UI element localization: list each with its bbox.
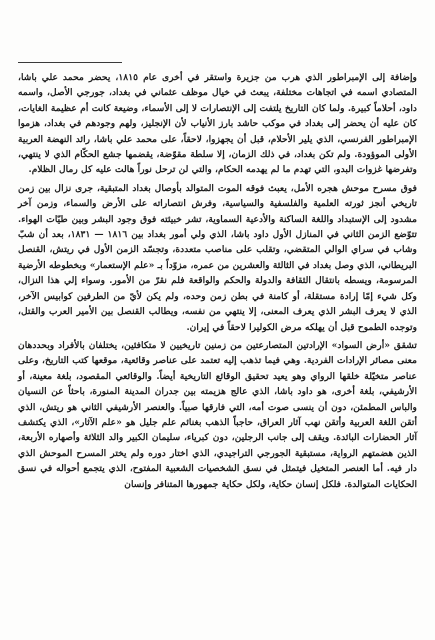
paragraph-2: فوق مسرح موحش هجره الأمل، يعبث فوقه الموت المتوالد بأوصال بغداد المتبقية، جرى نزال بين زمن تاريخي أنجز ثورته العلمية والفلسفية والسياسية، وفرش انتصاراته على الأرض والسماء، وزمن آخر مشدود إلى الإستبداد واللغة الساكنة والأدعية السماوية، تشر خبيئته فوق وجود البشر وبين طيّات الهواء. تتوّضع الزمن الثاني في المنازل الأول داود باشا، الذي ولي أمور بغداد بين ١٨١٦ — ١٨٣١، بعد أن شبّ وشاب في سراي الوالي المتقضي، وتقلب على مناصب متعددة، وتجسّد الزمن الأول في ريتش، القنصل البريطاني، الذي وصل بغداد في الثالثة والعشرين من عمره، مزوّداً بـ «علم الإستعمار» وبخطوطه الأرضية المرسومة، ويسطه بانتقال الثقافة والدولة والحكم والواقعة فلم نقرّ من الأمور. وسواء إلي هذا النزال، وكل شيء إمّا إرادة مستقلة، أو كامنة في بطن زمن وحده، ولم يكن لأيّ من الطرفين كوابيس الآخر، الذي لا يعرف البشر الذي يعرف المعنى، إلا ينتهي من نفسه، ويطالب القنصل بين الأمير العرب والقتل، وتوجده الطموح قبل أن يهلكه مرض الكوليرا لاحقاً في إيران. (18, 182, 417, 333)
header-divider (18, 62, 122, 63)
paragraph-3: تشقق «أرض السواد» الإرادتين المتصارعتين من زمنين تاريخيين لا متكافئين، يختلفان بالأفراد وبحددهان معنى مصائر الإرادات الفردية. وهي فيما تذهب إليه تعتمد على عناصر وقائعية، موقعها كتب التاريخ، وعلى عناصر متخيّلة خلقها الرواي وهو يعيد تحقيق الوقائع التاريخية أيضاً. والوقائعي المقصود، بلغة معينة، أو الأرشيفي، بلغة أخرى، هو داود باشا، الذي عالج هزيمته بين جدران المدينة المنورة، باحثاً عن النسيان والباس المطمئن، دون أن ينسى صوت أمه، التي فارقها صبياً. والعنصر الأرشيفي الثاني هو ريتش، الذي أتقن اللغة العربية وأتقن نهب آثار العراق، حاجباً الذهب بغنائم علم جليل هو «علم الآثار»، الذي يكتشف آثار الحضارات البائدة. ويقف إلى جانب الرجلين، دون كبرياء، سليمان الكبير والد الثلاثة وأصهاره الأربعة، الذين هضمتهم الرواية، مستبقية الجورجي التراجيدي، الذي اختار دوره ولم يختر المسرح الموحش الذي دار فيه. أما العنصر المتخيل فيتمثل في نسق الشخصيات الشعبية المفتوح، الذي يتجمع أحواله في نسق الحكايات المتوالدة. فلكل إنسان حكاية، ولكل حكاية جمهورها المتنافر وإنسان (18, 339, 417, 490)
paragraph-1: وإضافة إلى الإمبراطور الذي هرب من جزيرة واستقر في أخرى عام ١٨١٥، يحضر محمد علي باشا، المتصادي اسمه في اتجاهات مختلفة، يبعث في خيال موظف عثماني في بغداد، جورجي الأصل، واسمه داود، أحلاماً كبيرة. ولما كان التاريخ يلتفت إلى الإنتصارات لا إلى الأسماء، وضيعة كانت أم عظيمة الغايات، كان عليه أن يحضر إلى بغداد في موكب حاشد بارز الأنياب لأن الإنجليز، ولهم وجودهم في بغداد، هزموا الإمبراطور الفرنسي، الذي يلير الأحلام، قبل أن يجهزوا، لاحقاً، على محمد علي باشا، رائد النهضة العربية الأولى الموؤودة. ولم تكن بغداد، في ذلك الزمان، إلا سلطة مقوّضة، يقضمها جشع الحكّام الذي لا ينتهي، وتفرضها غزوات البدو، التي تهدم ما لم يهدمه الحكام، والتي لن ترحل نوراً هالت عليه كل رمال الظلام. (18, 72, 417, 176)
body-text (18, 70, 417, 492)
